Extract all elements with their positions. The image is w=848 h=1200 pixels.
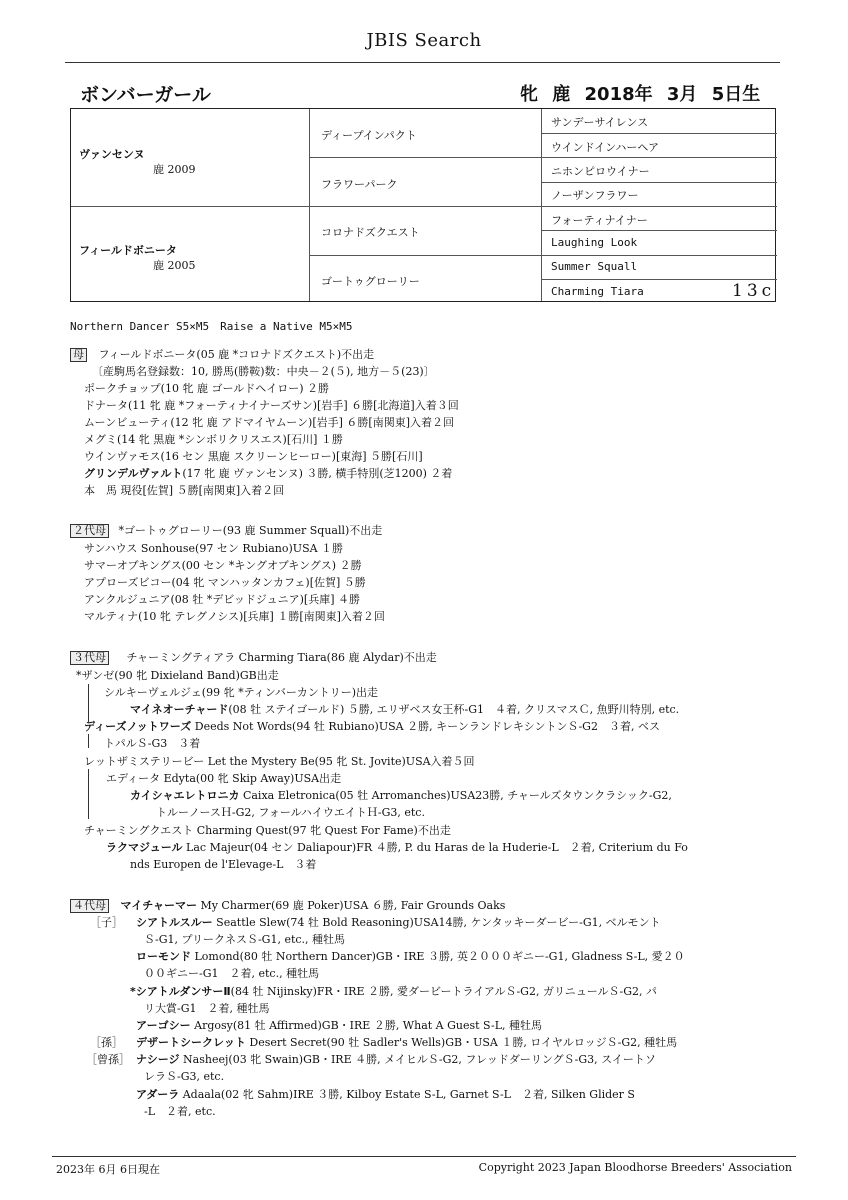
offspring-line: シアトルスルー Seattle Slew(74 牡 Bold Reasoning)USA14勝, ケンタッキーダービー-G1, ベルモント [136,916,661,929]
sire-sub: 鹿 2009 [153,163,196,176]
offspring-line: ００ギニー-G1 ２着, etc., 種牡馬 [144,967,320,980]
family-number: 13c [732,281,776,301]
self-line: 本 馬 現役[佐賀] ５勝[南関東]入着２回 [84,484,285,497]
offspring-line: サマーオブキングス(00 セン *キングオブキングス) ２勝 [84,559,362,572]
offspring-line: デザートシークレット Desert Secret(90 牡 Sadler's Wells)GB・USA １勝, ロイヤルロッジＳ-G2, 種牡馬 [136,1036,678,1049]
horse-name: ボンバーガール [80,84,211,106]
offspring-line: マイネオーチャード(08 牡 ステイゴールド) ５勝, エリザベス女王杯-G1 ４着, クリスマスＣ, 魚野川特別, etc. [130,703,680,716]
dam-name: フィールドボニータ [79,244,177,257]
offspring-line: *シアトルダンサーⅡ(84 牡 Nijinsky)FR・IRE ２勝, 愛ダービートライアルＳ-G2, ガリニュールＳ-G2, パ [130,985,657,998]
gen2-3: コロナドズクエスト [321,226,420,239]
section-label-dam: 母 [70,348,87,362]
offspring-line: レットザミステリービー Let the Mystery Be(95 牝 St. Jovite)USA入着５回 [84,755,475,768]
section-label-3: ３代母 [70,651,109,665]
gen2-2: フラワーパーク [321,178,398,191]
offspring-line: アーゴシー Argosy(81 牡 Affirmed)GB・IRE ２勝, What A Guest S-L, 種牡馬 [136,1019,543,1032]
offspring-line: サンハウス Sonhouse(97 セン Rubiano)USA １勝 [84,542,344,555]
section-label-2: ２代母 [70,524,109,538]
tree-line [88,684,89,722]
offspring-line: ローモンド Lomond(80 牡 Northern Dancer)GB・IRE ３勝, 英２０００ギニー-G1, Gladness S-L, 愛２０ [136,950,685,963]
gen2-4: ゴートゥグローリー [321,275,420,288]
offspring-line: ディーズノットワーズ Deeds Not Words(94 牡 Rubiano)USA ２勝, キーンランドレキシントンＳ-G2 ３着, ベス [84,720,660,733]
third-dam-heading: ３代母 チャーミングティアラ Charming Tiara(86 鹿 Alydar)不出走 [70,649,437,665]
offspring-line: レラＳ-G3, etc. [144,1070,225,1083]
tree-line [88,769,89,819]
offspring-line: nds Europen de l'Elevage-L ３着 [130,858,317,871]
granddam-heading: ２代母 *ゴートゥグローリー(93 鹿 Summer Squall)不出走 [70,522,382,538]
offspring-line: マルティナ(10 牝 テレグノシス)[兵庫] １勝[南関東]入着２回 [84,610,385,623]
gen3-7: Summer Squall [551,260,638,273]
offspring-line: エディータ Edyta(00 牝 Skip Away)USA出走 [106,772,342,785]
offspring-line: ムーンビューティ(12 牝 鹿 アドマイヤムーン)[岩手] ６勝[南関東]入着２回 [84,416,454,429]
offspring-line: ウインヴァモス(16 セン 黒鹿 スクリーンヒーロー)[東海] ５勝[石川] [84,450,423,463]
jbis-logo: JBIS Search [366,30,482,51]
sire-name: ヴァンセンヌ [79,148,145,161]
gen3-5: フォーティナイナー [551,214,648,227]
offspring-line: アプローズビコー(04 牝 マンハッタンカフェ)[佐賀] ５勝 [84,576,366,589]
offspring-line: カイシャエレトロニカ Caixa Eletronica(05 牡 Arromanches)USA23勝, チャールズタウンクラシック-G2, [130,789,672,802]
dam-stats: 〔産駒馬名登録数：10, 勝馬(勝鞍)数：中央－２(５), 地方－５(23)〕 [92,365,435,378]
relation-tag-great-grandchild: ［曾孫］ [86,1053,130,1066]
gen3-8: Charming Tiara [551,285,644,298]
gen2-1: ディープインパクト [321,129,417,142]
fourth-dam-heading: ４代母 マイチャーマー My Charmer(69 鹿 Poker)USA ６勝, Fair Grounds Oaks [70,897,505,913]
section-label-4: ４代母 [70,899,109,913]
dam-sub: 鹿 2005 [153,259,196,272]
offspring-line: リ大賞-G1 ２着, 種牡馬 [144,1002,270,1015]
offspring-line: ドナータ(11 牝 鹿 *フォーティナイナーズサン)[岩手] ６勝[北海道]入着３回 [84,399,459,412]
footer-rule [52,1156,796,1157]
offspring-line: トパルＳ-G3 ３着 [104,737,201,750]
offspring-line: シルキーヴェルジェ(99 牝 *ティンバーカントリー)出走 [104,686,378,699]
offspring-line: Ｓ-G1, プリークネスＳ-G1, etc., 種牡馬 [144,933,346,946]
inbreeding: Northern Dancer S5×M5 Raise a Native M5×M5 [70,320,353,333]
gen3-3: ニホンピロウイナー [551,165,650,178]
footer-copyright: Copyright 2023 Japan Bloodhorse Breeders' Association [478,1161,792,1174]
gen3-1: サンデーサイレンス [551,116,649,129]
offspring-line: ナシージ Nasheej(03 牝 Swain)GB・IRE ４勝, メイヒルＳ-G2, フレッドダーリングＳ-G3, スイートソ [136,1053,656,1066]
offspring-line: *ザンゼ(90 牝 Dixieland Band)GB出走 [76,669,279,682]
relation-tag-grandchild: ［孫］ [90,1036,123,1049]
offspring-line: -L ２着, etc. [144,1105,216,1118]
offspring-line: チャーミングクエスト Charming Quest(97 牝 Quest For Fame)不出走 [84,824,451,837]
footer-date: 2023年 6月 6日現在 [56,1163,160,1176]
offspring-line: メグミ(14 牝 黒鹿 *シンボリクリスエス)[石川] １勝 [84,433,343,446]
gen3-2: ウインドインハーヘア [551,141,660,154]
dam-heading: 母 フィールドボニータ(05 鹿 *コロナドズクエスト)不出走 [70,346,374,362]
offspring-line: アダーラ Adaala(02 牝 Sahm)IRE ３勝, Kilboy Estate S-L, Garnet S-L ２着, Silken Glider S [136,1088,635,1101]
horse-info: 牝 鹿 2018年 3月 5日生 [520,84,761,105]
offspring-line: アンクルジュニア(08 牡 *デビッドジュニア)[兵庫] ４勝 [84,593,361,606]
gen3-6: Laughing Look [551,236,638,249]
offspring-line: グリンデルヴァルト(17 牝 鹿 ヴァンセンヌ) ３勝, 横手特別(芝1200) ２着 [84,467,453,480]
relation-tag-child: ［子］ [90,916,123,929]
offspring-line: トルーノースＨ-G2, フォールハイウエイトＨ-G3, etc. [156,806,425,819]
gen3-4: ノーザンフラワー [551,189,639,202]
offspring-line: ラクマジュール Lac Majeur(04 セン Daliapour)FR ４勝, P. du Haras de la Huderie-L ２着, Criterium du Fo [106,841,688,854]
pedigree-table [70,108,776,302]
header-rule [65,62,780,63]
tree-line [88,734,89,748]
offspring-line: ポークチョップ(10 牝 鹿 ゴールドヘイロー) ２勝 [84,382,330,395]
